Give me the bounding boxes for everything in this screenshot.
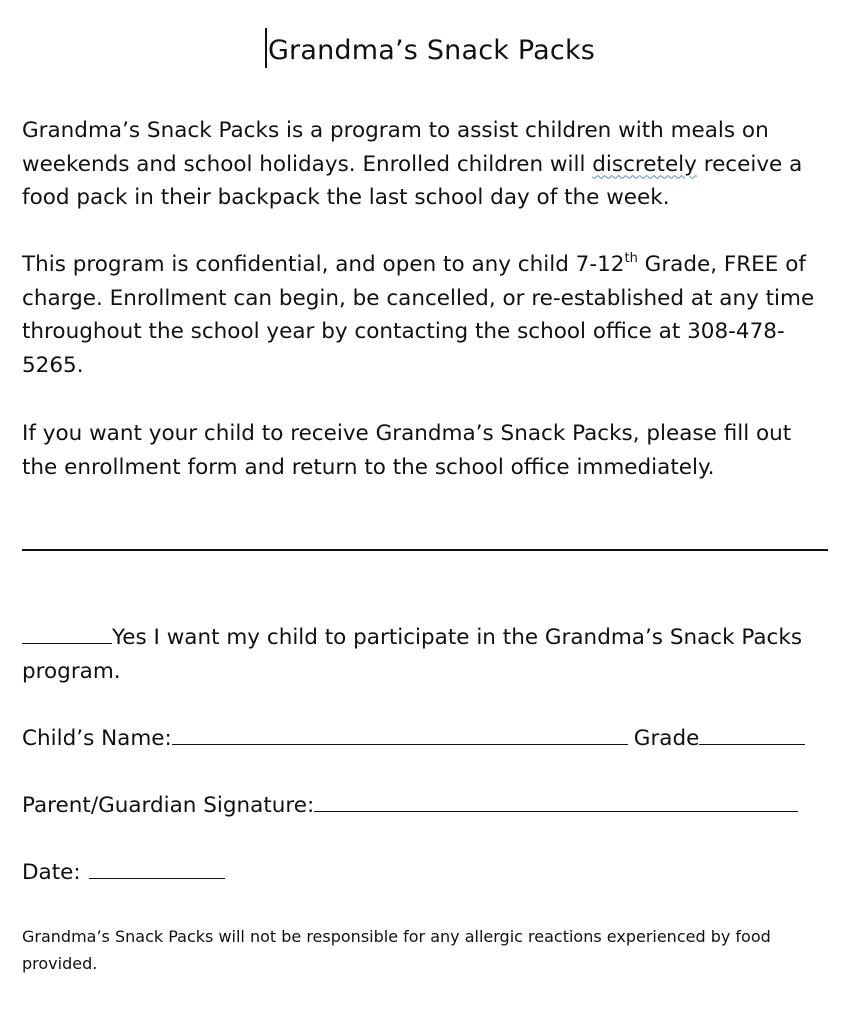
ordinal-superscript: th [624,251,638,266]
yes-participation-label: Yes I want my child to participate in the Grandma’s Snack Packs program. [22,625,803,684]
document-title-line [0,28,860,68]
document-title: Grandma’s Snack Packs [267,35,596,66]
date-row [22,856,832,890]
signature-row [22,789,832,823]
paragraph-instructions: If you want your child to receive Grandma’s Snack Packs, please fill out the enrollment form and return to the school office immediately. [22,421,792,480]
paragraph-program-description [22,114,832,215]
yes-participation-field [22,621,822,688]
grade-blank[interactable] [699,722,805,745]
child-name-label: Child’s Name: [22,726,172,751]
grade-label: Grade [633,726,700,751]
child-name-blank[interactable] [172,722,628,745]
paragraph-confidentiality [22,248,832,382]
paragraph-1-text-end: receive a food pack in their backpack the last school day of the week. [22,151,803,210]
spellcheck-flagged-word[interactable]: discretely [592,151,697,177]
date-label: Date: [22,860,81,885]
date-blank[interactable] [89,856,225,879]
child-name-row [22,722,832,756]
cut-line-divider [22,549,828,551]
text-cursor [265,28,267,68]
paragraph-1-text-start: Grandma’s Snack Packs is a program to assist children with meals on weekends and school holidays. Enrolled children will [22,118,769,177]
paragraph-2-text-start: This program is confidential, and open to any child 7-12 [22,252,625,277]
signature-label: Parent/Guardian Signature: [22,793,315,818]
allergy-disclaimer: Grandma’s Snack Packs will not be responsible for any allergic reactions experienced by food provided. [22,927,771,973]
signature-blank[interactable] [314,789,798,812]
paragraph-2-text-end: Grade, FREE of charge. Enrollment can begin, be cancelled, or re-established at any time throughout the school year by contacting the school office at 308-478-5265. [22,252,815,378]
yes-checkmark-blank[interactable] [22,621,112,644]
